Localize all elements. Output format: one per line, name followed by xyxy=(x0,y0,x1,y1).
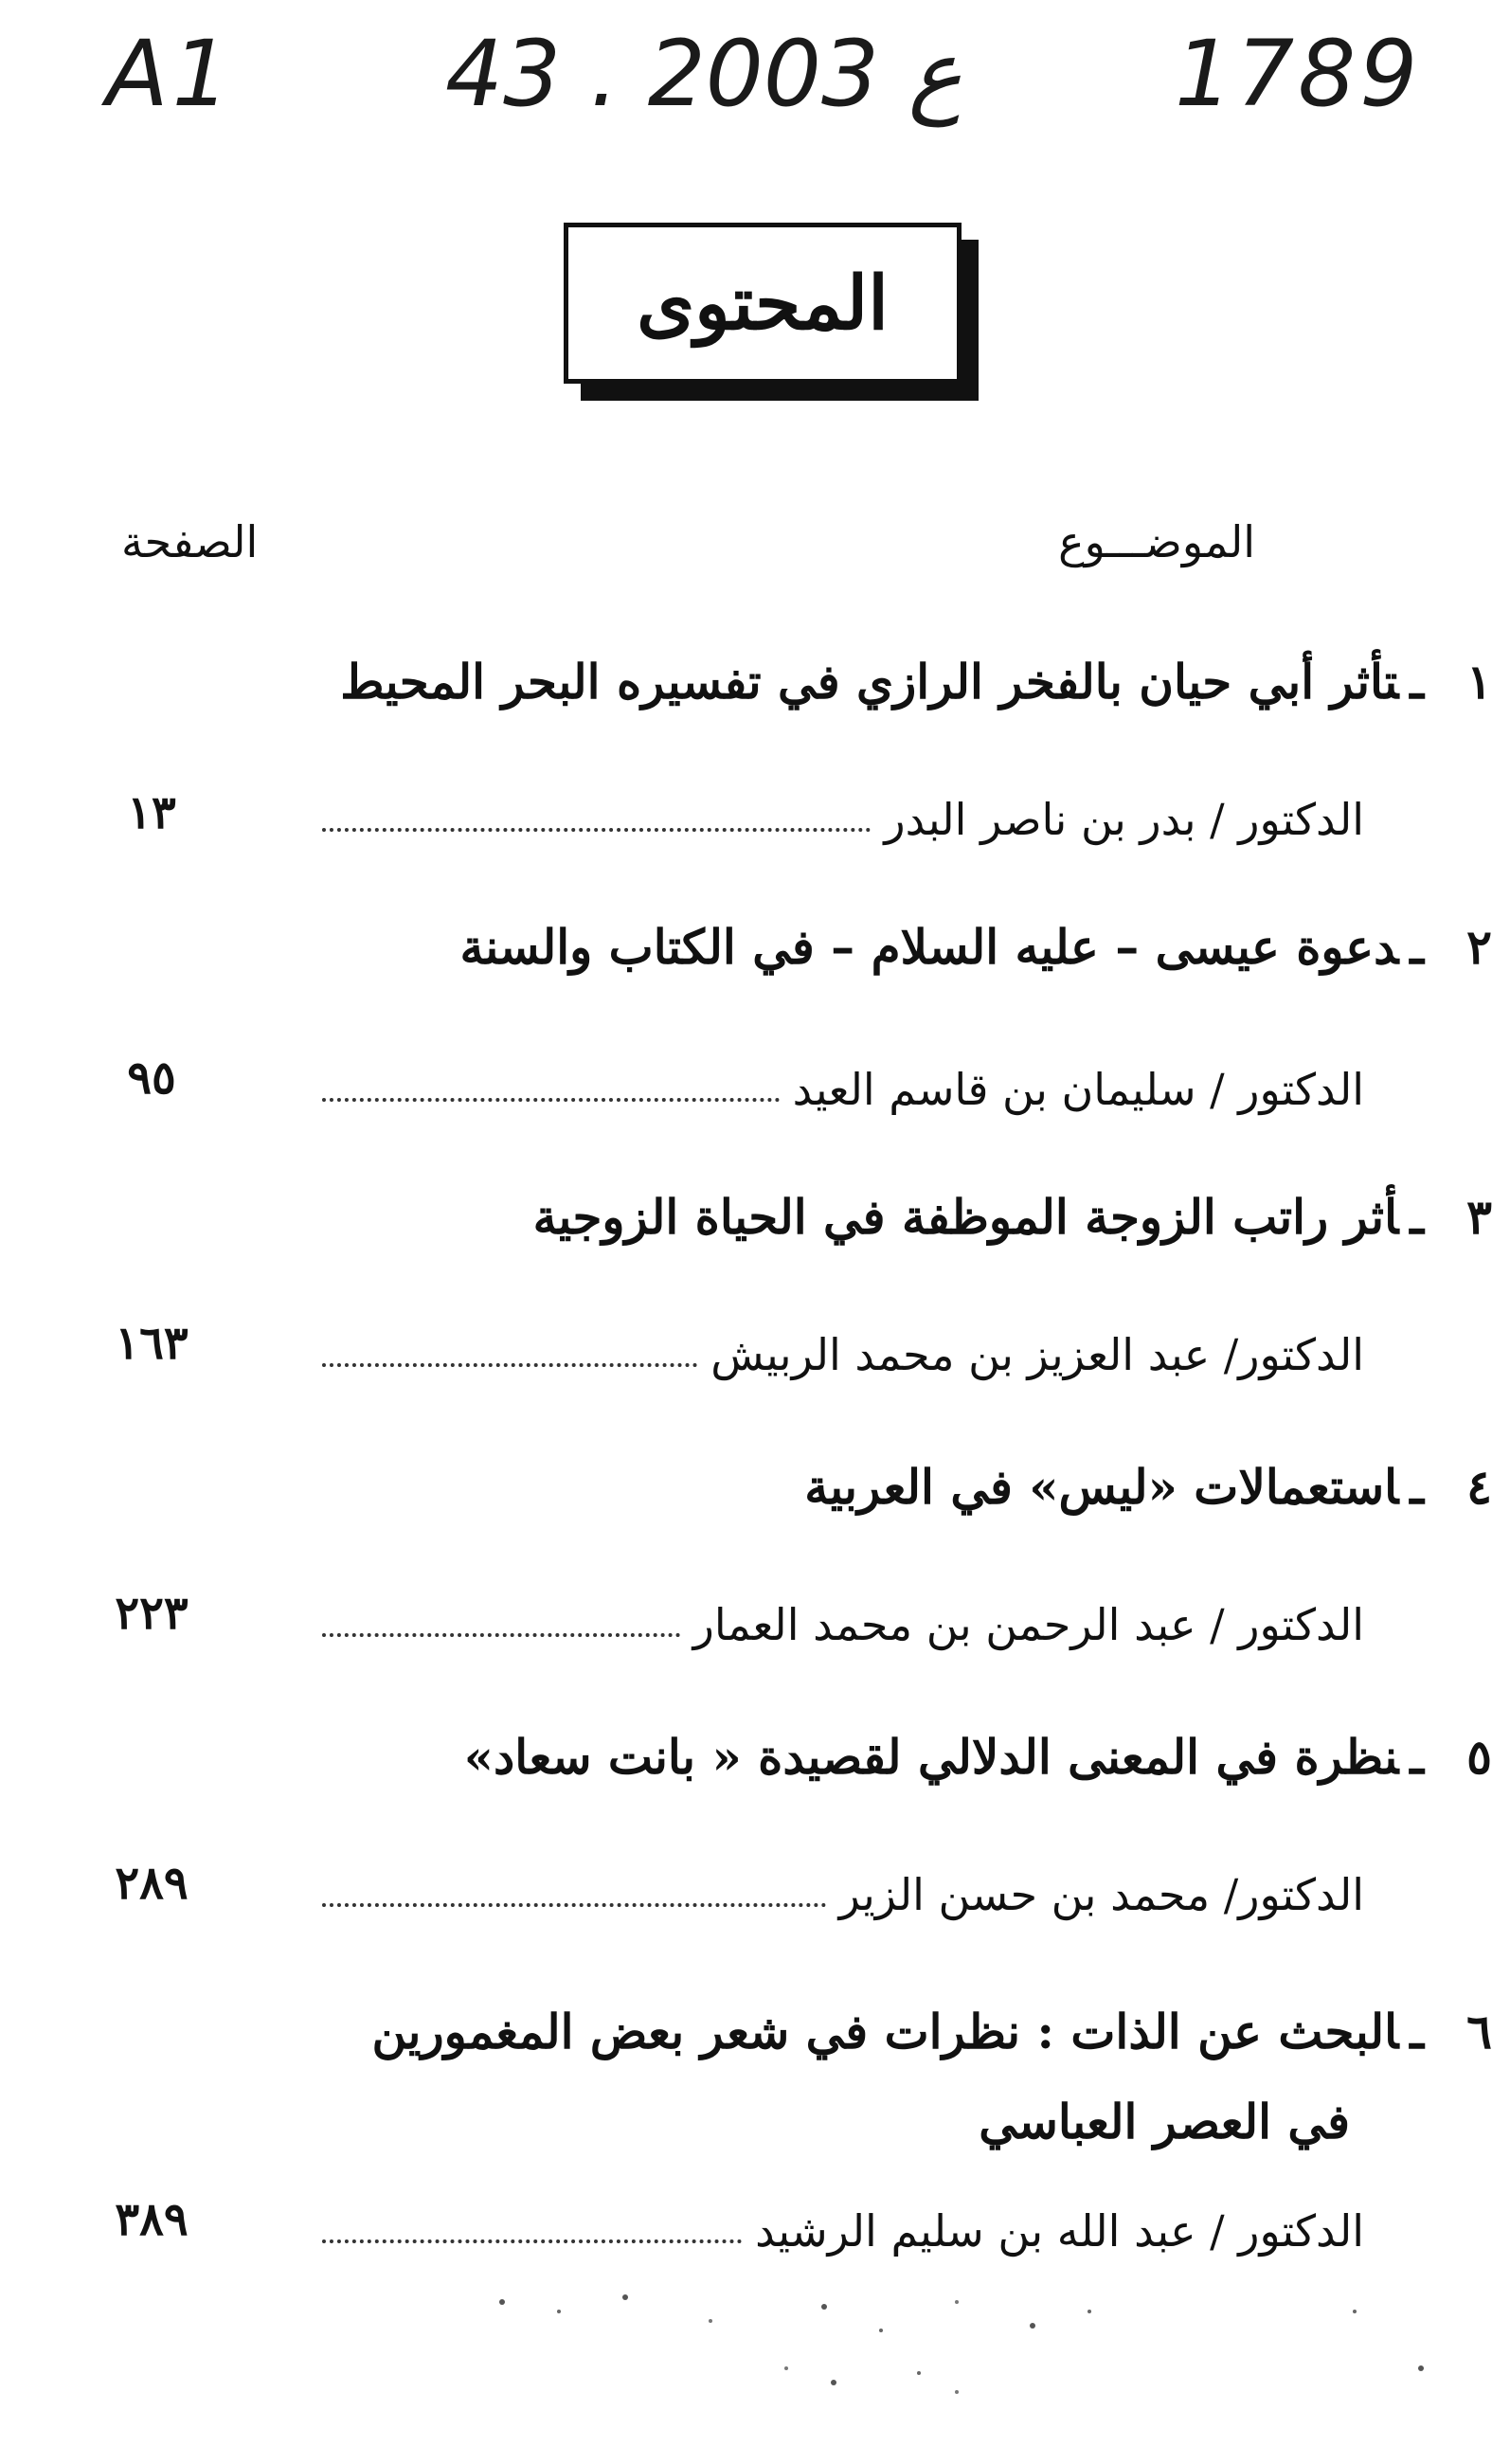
topic-header: الموضـــوع xyxy=(1058,516,1255,567)
entry-2-title-line: ٢ـدعوة عيسى – عليه السلام – في الكتاب والسنة xyxy=(459,919,1492,975)
entry-1-author: الدكتور / بدر بن ناصر البدر xyxy=(884,794,1364,845)
entry-2-number: ٢ xyxy=(1466,919,1492,975)
handwritten-reference: 43 . ع 2003 xyxy=(445,21,962,127)
entry-2-page: ٩٥ xyxy=(127,1052,176,1105)
entry-6-title: البحث عن الذات : نظرات في شعر بعض المغمورين xyxy=(371,2004,1399,2059)
entry-2-author-line xyxy=(322,1056,1364,1123)
entry-5-author-line xyxy=(322,1861,1364,1928)
entry-1-title-line: ١ـتأثر أبي حيان بالفخر الرازي في تفسيره البحر المحيط xyxy=(340,654,1492,710)
entry-2-title: دعوة عيسى – عليه السلام – في الكتاب والسنة xyxy=(459,919,1399,975)
page-header: الصفحة xyxy=(121,516,259,567)
entry-1-author-line xyxy=(322,786,1364,853)
entry-3-page: ١٦٣ xyxy=(115,1317,189,1370)
entry-3-author-line xyxy=(322,1322,1364,1388)
scan-specks xyxy=(426,2274,1468,2425)
entry-5-page: ٢٨٩ xyxy=(115,1857,189,1910)
entry-5-leader-dots xyxy=(322,1903,826,1907)
entry-6-leader-dots xyxy=(322,2239,742,2243)
entry-4-leader-dots xyxy=(322,1633,680,1637)
page-title: المحتوى xyxy=(637,260,889,347)
entry-1-page: ١٣ xyxy=(127,786,176,839)
entry-4-title-line: ٤ـاستعمالات «ليس» في العربية xyxy=(804,1459,1492,1515)
entry-2-author: الدكتور / سليمان بن قاسم العيد xyxy=(792,1064,1364,1115)
entry-2-leader-dots xyxy=(322,1098,780,1102)
entry-6-number: ٦ xyxy=(1466,2004,1492,2059)
entry-4-title: استعمالات «ليس» في العربية xyxy=(804,1459,1399,1515)
handwritten-number: 1789 xyxy=(1175,21,1422,127)
entry-5-title-line: ٥ـنظرة في المعنى الدلالي لقصيدة « بانت سعاد» xyxy=(463,1729,1492,1785)
entry-4-author: الدكتور / عبد الرحمن بن محمد العمار xyxy=(692,1599,1364,1650)
entry-6-page: ٣٨٩ xyxy=(115,2193,189,2246)
entry-3-title-line: ٣ـأثر راتب الزوجة الموظفة في الحياة الزوجية xyxy=(532,1189,1492,1245)
entry-3-number: ٣ xyxy=(1466,1189,1492,1245)
entry-6-author-line xyxy=(322,2198,1364,2264)
entry-5-number: ٥ xyxy=(1466,1729,1492,1785)
entry-3-author: الدكتور/ عبد العزيز بن محمد الربيش xyxy=(710,1329,1364,1380)
entry-1-leader-dots xyxy=(322,828,871,832)
entry-6-author: الدكتور / عبد الله بن سليم الرشيد xyxy=(755,2205,1364,2257)
entry-3-leader-dots xyxy=(322,1363,697,1367)
title-frame xyxy=(564,223,962,384)
entry-4-page: ٢٢٣ xyxy=(115,1587,189,1640)
entry-4-author-line xyxy=(322,1592,1364,1658)
entry-5-author: الدكتور/ محمد بن حسن الزير xyxy=(838,1869,1364,1920)
entry-6-title-line: ٦ـالبحث عن الذات : نظرات في شعر بعض المغمورين xyxy=(371,2004,1492,2059)
entry-4-number: ٤ xyxy=(1466,1459,1492,1515)
entry-1-title: تأثر أبي حيان بالفخر الرازي في تفسيره البحر المحيط xyxy=(340,654,1399,710)
title-box xyxy=(564,223,990,407)
entry-6-title-continuation: في العصر العباسي xyxy=(979,2094,1350,2149)
handwritten-a1: A1 xyxy=(106,21,234,127)
entry-1-number: ١ xyxy=(1466,654,1492,710)
entry-3-title: أثر راتب الزوجة الموظفة في الحياة الزوجية xyxy=(532,1189,1399,1245)
entry-5-title: نظرة في المعنى الدلالي لقصيدة « بانت سعاد» xyxy=(463,1729,1399,1785)
